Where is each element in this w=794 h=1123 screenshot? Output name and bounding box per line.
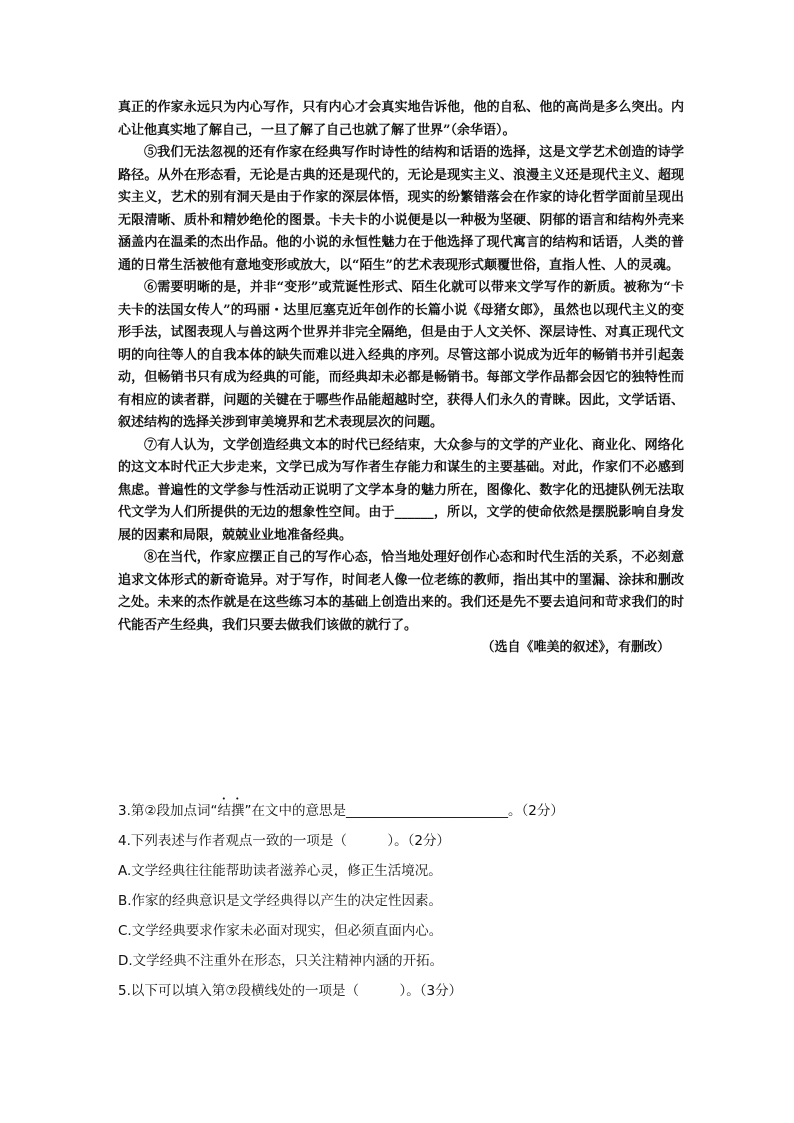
passage-paragraph-intro: 真正的作家永远只为内心写作，只有内心才会真实地告诉他，他的自私、他的高尚是多么突出。内心让他真实地了解自己，一旦了解了自己也就了解了世界”（余华语）。 [118,100,684,138]
question-4-option-b: B.作家的经典意识是文学经典得以产生的决定性因素。 [118,893,443,909]
passage-source: （选自《唯美的叙述》，有删改） [481,640,670,655]
reading-passage [118,97,684,660]
passage-paragraph-7: ⑦有人认为，文学创造经典文本的时代已经结束，大众参与的文学的产业化、商业化、网络化的这文本时代正大步走来，文学已成为写作者生存能力和谋生的主要基础。对此，作家们不必感到焦虑。普遍性的文学参与性活动正说明了文学本身的魅力所在，图像化、数字化的迅捷队例无法取代文学为人们所提供的无边的想象性空间。由于______，所以，文学的使命依然是摆脱影响自身发展的因素和局限，兢兢业业地准备经典。 [118,437,684,543]
question-3-dotted-word: 结撰 [217,803,245,819]
passage-paragraph-8: ⑧在当代，作家应摆正自己的写作心态，恰当地处理好创作心态和时代生活的关系，不必刻意追求文体形式的新奇诡异。对于写作，时间老人像一位老练的教师，指出其中的罣漏、涂抹和删改之处。未来的杰作就是在这些练习本的基础上创造出来的。我们还是先不要去追问和苛求我们的时代能否产生经典，我们只要去做我们该做的就行了。 [118,550,684,633]
question-3-tail: ”在文中的意思是________________________。（2分） [244,803,564,819]
question-4-option-d: D.文学经典不注重外在形态，只关注精神内涵的开拓。 [118,953,444,969]
question-4: 4.下列表述与作者观点一致的一项是（ ）。（2分） [118,833,450,849]
question-3 [118,795,688,826]
question-4-option-a: A.文学经典往往能帮助读者滋养心灵，修正生活境况。 [118,863,442,879]
question-list [118,795,688,1006]
passage-paragraph-5: ⑤我们无法忽视的还有作家在经典写作时诗性的结构和话语的选择，这是文学艺术创造的诗学路径。从外在形态看，无论是古典的还是现代的，无论是现实主义、浪漫主义还是现代主义、超现实主义，艺术的别有洞天是由于作家的深层体悟，现实的纷繁错落会在作家的诗化哲学面前呈现出无限清晰、质朴和精妙绝伦的图景。卡夫卡的小说便是以一种极为坚硬、阴郁的语言和结构外壳来涵盖内在温柔的杰出作品。他的小说的永恒性魅力在于他选择了现代寓言的结构和话语，人类的普通的日常生活被他有意地变形或放大，以“陌生”的艺术表现形式颠覆世俗，直指人性、人的灵魂。 [118,145,684,273]
question-5: 5.以下可以填入第⑦段横线处的一项是（ ）。（3分） [118,983,463,999]
question-4-option-c: C.文学经典要求作家未必面对现实，但必须直面内心。 [118,923,443,939]
passage-paragraph-6: ⑥需要明晰的是，并非“变形”或荒诞性形式、陌生化就可以带来文学写作的新质。被称为“卡夫卡的法国女传人”的玛丽・达里厄塞克近年创作的长篇小说《母猪女郎》，虽然也以现代主义的变形手法，试图表现人与兽这两个世界并非完全隔绝，但是由于人文关怀、深层诗性、对真正现代文明的向往等人的自我本体的缺失而难以进入经典的序列。尽管这部小说成为近年的畅销书并引起轰动，但畅销书只有成为经典的可能，而经典却未必都是畅销书。每部文学作品都会因它的独特性而有相应的读者群，问题的关键在于哪些作品能超越时空，获得人们永久的青睐。因此，文学话语、叙述结构的选择关涉到审美境界和艺术表现层次的问题。 [118,280,684,430]
question-3-lead: 3.第②段加点词“ [118,803,218,819]
